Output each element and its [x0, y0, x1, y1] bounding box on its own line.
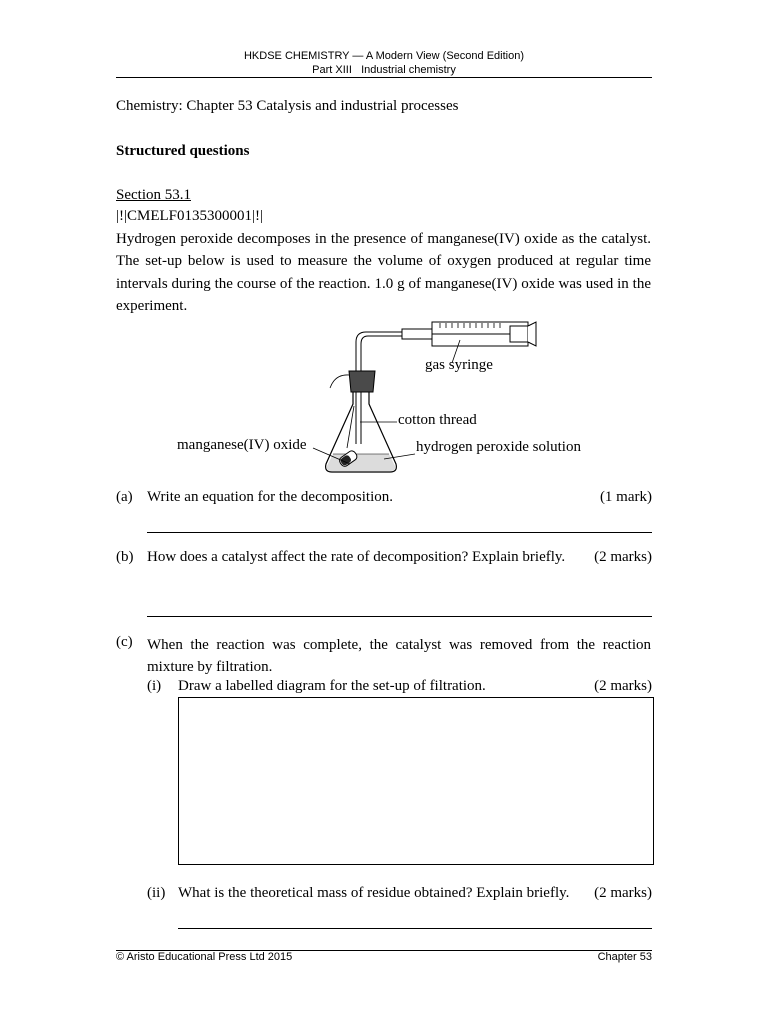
question-a-text: Write an equation for the decomposition. [147, 489, 393, 505]
label-hydrogen-peroxide: hydrogen peroxide solution [416, 439, 581, 455]
question-c-text: When the reaction was complete, the catalyst was removed from the reaction mixture by filtration. [147, 637, 651, 675]
question-b-label: (b) [116, 549, 134, 565]
answer-line-a[interactable] [147, 532, 652, 533]
question-c-ii-text: What is the theoretical mass of residue obtained? Explain briefly. [178, 885, 570, 901]
question-a-label: (a) [116, 489, 133, 505]
question-c-i-marks: (2 marks) [594, 678, 652, 694]
answer-line-b[interactable] [147, 616, 652, 617]
question-a-marks: (1 mark) [599, 489, 652, 505]
question-b-text: How does a catalyst affect the rate of decomposition? Explain briefly. [147, 549, 566, 565]
header-book-title: HKDSE CHEMISTRY — A Modern View (Second Edition) [243, 50, 524, 62]
header-part-title: Part XIII Industrial chemistry [312, 64, 456, 76]
header-divider [116, 77, 652, 78]
page-header [116, 49, 652, 77]
question-b-marks: (2 marks) [594, 549, 652, 565]
drawing-answer-box[interactable] [178, 697, 654, 865]
footer-copyright: © Aristo Educational Press Ltd 2015 [116, 951, 293, 963]
question-c-ii-marks: (2 marks) [594, 885, 652, 901]
section-label: Section 53.1 [116, 187, 191, 203]
label-cotton-thread: cotton thread [398, 412, 477, 428]
section-heading: Structured questions [116, 143, 250, 159]
footer-chapter: Chapter 53 [597, 951, 652, 963]
apparatus-diagram [170, 318, 600, 478]
question-c-label: (c) [116, 634, 133, 650]
answer-line-c-ii[interactable] [178, 928, 652, 929]
question-c-i-label: (i) [147, 678, 162, 694]
question-code: |!|CMELF0135300001|!| [116, 208, 264, 224]
question-c-i-text: Draw a labelled diagram for the set-up of filtration. [178, 678, 486, 694]
label-manganese-oxide: manganese(IV) oxide [177, 437, 307, 453]
question-c-ii-label: (ii) [147, 885, 166, 901]
label-gas-syringe: gas syringe [425, 357, 493, 373]
chapter-title: Chemistry: Chapter 53 Catalysis and industrial processes [116, 98, 459, 114]
question-intro: Hydrogen peroxide decomposes in the presence of manganese(IV) oxide as the catalyst. The set-up below is used to measure the volume of oxygen produced at regular time intervals during the course of the reaction. 1.0 g of manganese(IV) oxide was used in the experiment. [116, 231, 651, 314]
